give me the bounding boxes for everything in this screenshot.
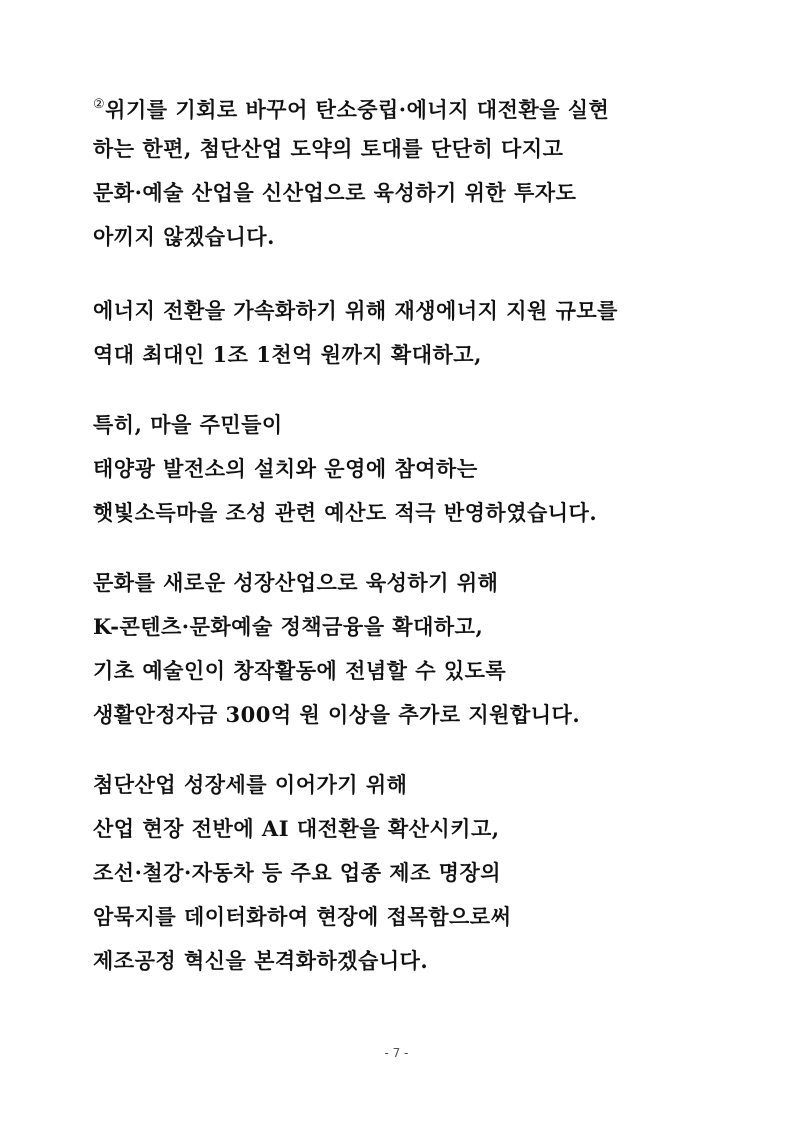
page-number: - 7 - bbox=[384, 1046, 409, 1060]
text-line: K-콘텐츠·문화예술 정책금융을 확대하고, bbox=[93, 614, 484, 639]
text-line: 기초 예술인이 창작활동에 전념할 수 있도록 bbox=[93, 658, 507, 683]
text-line: 햇빛소득마을 조성 관련 예산도 적극 반영하였습니다. bbox=[93, 500, 598, 525]
circled-number-marker: ② bbox=[93, 97, 106, 112]
text-line: 아끼지 않겠습니다. bbox=[93, 224, 275, 249]
text-line: 첨단산업 성장세를 이어가기 위해 bbox=[93, 772, 408, 797]
line-text: 위기를 기회로 바꾸어 탄소중립·에너지 대전환을 실현 bbox=[105, 97, 610, 122]
text-line: 하는 한편, 첨단산업 도약의 토대를 단단히 다지고 bbox=[93, 136, 564, 161]
text-line bbox=[93, 83, 733, 127]
text-line: 태양광 발전소의 설치와 운영에 참여하는 bbox=[93, 456, 478, 481]
text-line: 특히, 마을 주민들이 bbox=[93, 412, 283, 437]
text-line: 역대 최대인 1조 1천억 원까지 확대하고, bbox=[93, 342, 482, 367]
text-line: 문화·예술 산업을 신산업으로 육성하기 위한 투자도 bbox=[93, 180, 577, 205]
paragraph-1 bbox=[93, 83, 733, 259]
text-line: 생활안정자금 300억 원 이상을 추가로 지원합니다. bbox=[93, 702, 581, 727]
text-line: 에너지 전환을 가속화하기 위해 재생에너지 지원 규모를 bbox=[93, 298, 618, 323]
text-line: 산업 현장 전반에 AI 대전환을 확산시키고, bbox=[93, 816, 500, 841]
text-line: 조선·철강·자동차 등 주요 업종 제조 명장의 bbox=[93, 860, 502, 885]
text-line: 암묵지를 데이터화하여 현장에 접목함으로써 bbox=[93, 904, 512, 929]
paragraph-4 bbox=[93, 561, 733, 737]
paragraph-2 bbox=[93, 289, 733, 377]
text-line: 제조공정 혁신을 본격화하겠습니다. bbox=[93, 948, 429, 973]
paragraph-5 bbox=[93, 763, 733, 983]
text-line: 문화를 새로운 성장산업으로 육성하기 위해 bbox=[93, 570, 499, 595]
paragraph-3 bbox=[93, 403, 733, 535]
